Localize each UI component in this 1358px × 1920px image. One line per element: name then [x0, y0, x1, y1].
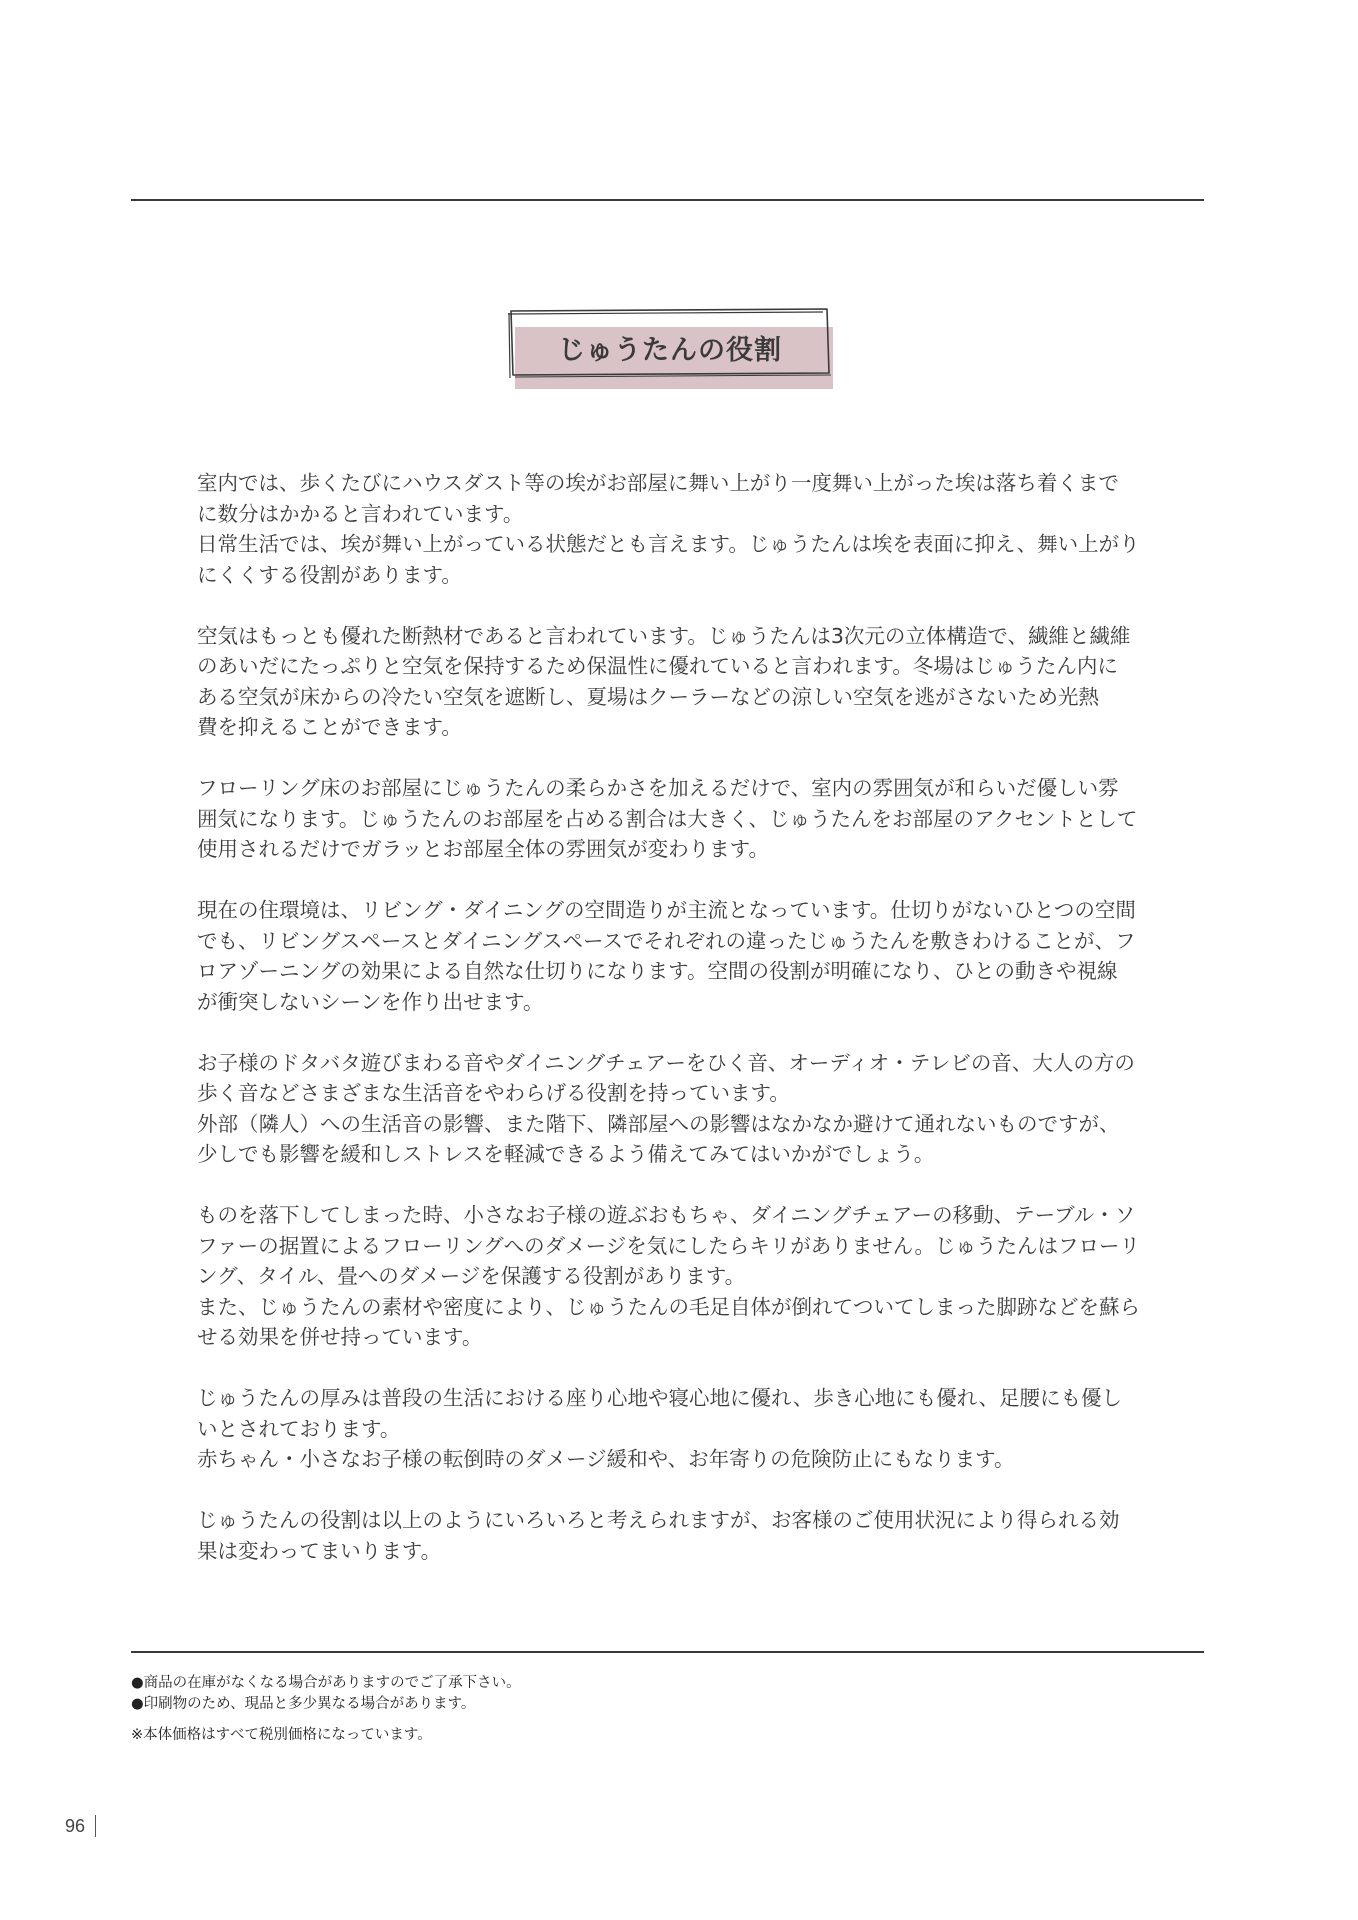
paragraph	[197, 1200, 1157, 1353]
paragraph-line: 室内では、歩くたびにハウスダスト等の埃がお部屋に舞い上がり一度舞い上がった埃は落ち着くまで	[197, 471, 1119, 495]
paragraph-line: が衝突しないシーンを作り出せます。	[197, 989, 544, 1014]
title-tag	[505, 305, 835, 393]
paragraph-line: お子様のドタバタ遊びまわる音やダイニングチェアーをひく音、オーディオ・テレビの音、大人の方の	[197, 1050, 1135, 1075]
paragraph	[197, 468, 1157, 590]
top-rule	[131, 199, 1204, 201]
paragraph-line: 外部（隣人）への生活音の影響、また階下、隣部屋への影響はなかなか避けて通れないものですが、	[197, 1111, 1120, 1136]
paragraph-line: のあいだにたっぷりと空気を保持するため保温性に優れていると言われます。冬場はじゅうたん内に	[197, 654, 1118, 678]
paragraph-line: 現在の住環境は、リビング・ダイニングの空間造りが主流となっています。仕切りがないひとつの空間	[197, 898, 1136, 922]
article-body	[197, 468, 1157, 1597]
paragraph-line: 費を抑えることができます。	[197, 715, 462, 739]
paragraph	[197, 1048, 1157, 1170]
paragraph-line: 使用されるだけでガラッとお部屋全体の雰囲気が変わります。	[197, 837, 769, 861]
paragraph	[197, 895, 1157, 1017]
paragraph	[197, 621, 1157, 743]
paragraph-line: じゅうたんの厚みは普段の生活における座り心地や寝心地に優れ、歩き心地にも優れ、足腰にも優し	[197, 1386, 1122, 1410]
paragraph-line: 歩く音などさまざまな生活音をやわらげる役割を持っています。	[197, 1081, 790, 1105]
paragraph-line: ものを落下してしまった時、小さなお子様の遊ぶおもちゃ、ダイニングチェアーの移動、テーブル・ソ	[197, 1203, 1136, 1227]
paragraph-line: 赤ちゃん・小さなお子様の転倒時のダメージ緩和や、お年寄りの危険防止にもなります。	[197, 1447, 1015, 1471]
paragraph	[197, 1505, 1157, 1566]
paragraph-line: 少しでも影響を緩和しストレスを軽減できるよう備えてみてはいかがでしょう。	[197, 1142, 935, 1166]
page-number-divider	[95, 1815, 96, 1837]
footnotes	[131, 1673, 521, 1746]
page-title: じゅうたんの役割	[558, 335, 782, 366]
paragraph	[197, 1383, 1157, 1475]
paragraph-line: に数分はかかると言われています。	[197, 501, 524, 526]
note-print: ●印刷物のため、現品と多少異なる場合があります。	[131, 1696, 476, 1712]
paragraph-line: せる効果を併せ持っています。	[197, 1325, 483, 1349]
paragraph-line: にくくする役割があります。	[197, 562, 462, 587]
paragraph-line: いとされております。	[197, 1416, 401, 1441]
paragraph-line: ング、タイル、畳へのダメージを保護する役割があります。	[197, 1264, 746, 1288]
paragraph-line: でも、リビングスペースとダイニングスペースでそれぞれの違ったじゅうたんを敷きわけることが、フ	[197, 928, 1136, 953]
bottom-rule	[131, 1651, 1204, 1653]
paragraph-line: ファーの据置によるフローリングへのダメージを気にしたらキリがありません。じゅうたんはフローリ	[197, 1233, 1140, 1258]
note-stock: ●商品の在庫がなくなる場合がありますのでご了承下さい。	[131, 1675, 521, 1691]
paragraph-line: フローリング床のお部屋にじゅうたんの柔らかさを加えるだけで、室内の雰囲気が和らいだ優しい雰	[197, 776, 1119, 800]
paragraph-line: じゅうたんの役割は以上のようにいろいろと考えられますが、お客様のご使用状況により得られる効	[197, 1508, 1120, 1532]
note-price: ※本体価格はすべて税別価格になっています。	[131, 1727, 432, 1743]
paragraph-line: 日常生活では、埃が舞い上がっている状態だとも言えます。じゅうたんは埃を表面に抑え、舞い上がり	[197, 532, 1140, 556]
paragraph-line: ある空気が床からの冷たい空気を遮断し、夏場はクーラーなどの涼しい空気を逃がさないため光熱	[197, 684, 1099, 709]
paragraph-line: ロアゾーニングの効果による自然な仕切りになります。空間の役割が明確になり、ひとの動きや視線	[197, 959, 1118, 983]
paragraph-line: 空気はもっとも優れた断熱材であると言われています。じゅうたんは3次元の立体構造で、繊維と繊維	[197, 623, 1131, 648]
paragraph-line: 囲気になります。じゅうたんのお部屋を占める割合は大きく、じゅうたんをお部屋のアクセントとして	[197, 806, 1138, 831]
paragraph-line: 果は変わってまいります。	[197, 1538, 442, 1563]
page-number: 96	[65, 1816, 86, 1836]
paragraph-line: また、じゅうたんの素材や密度により、じゅうたんの毛足自体が倒れてついてしまった脚跡などを蘇ら	[197, 1294, 1140, 1319]
paragraph	[197, 773, 1157, 865]
